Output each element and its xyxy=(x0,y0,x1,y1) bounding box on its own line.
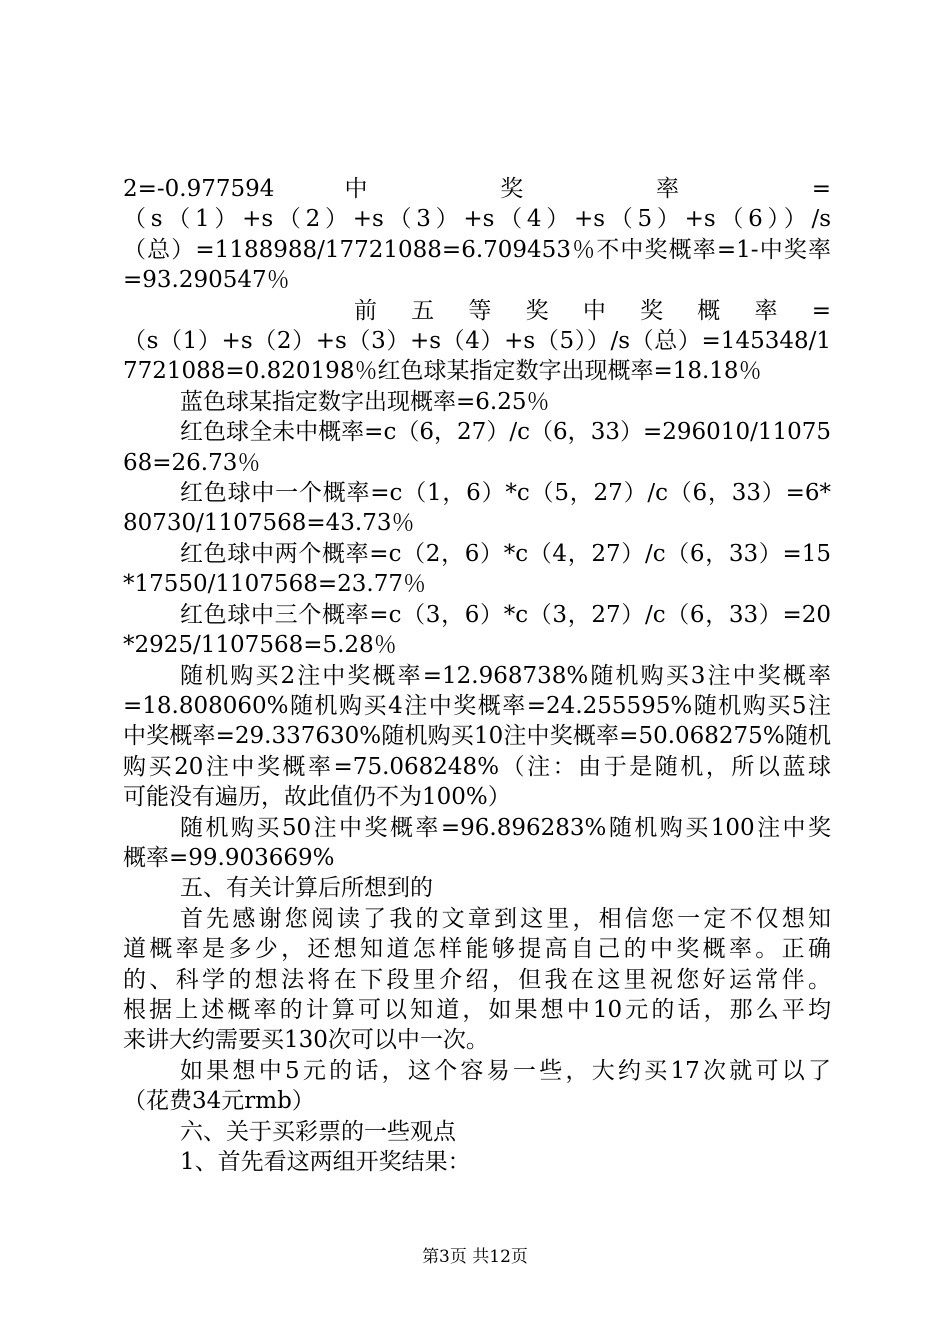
text-line: *2925/1107568=5.28％ xyxy=(123,632,397,659)
document-body xyxy=(123,174,831,1177)
text-line: （s（1）+s（2）+s（3）+s（4）+s（5）+s（6））/s xyxy=(123,206,831,233)
text-line: 红色球中一个概率=c（1，6）*c（5，27）/c（6，33）=6* xyxy=(180,480,831,507)
text-line: *17550/1107568=23.77％ xyxy=(123,571,426,598)
text-line: 首先感谢您阅读了我的文章到这里，相信您一定不仅想知 xyxy=(180,905,831,932)
text-line: 的、科学的想法将在下段里介绍，但我在这里祝您好运常伴。 xyxy=(123,966,831,993)
text-line: 随机购买50注中奖概率=96.896283%随机购买100注中奖 xyxy=(180,814,831,841)
text-line: （花费34元rmb） xyxy=(123,1088,315,1115)
text-line: 如果想中5元的话，这个容易一些，大约买17次就可以了 xyxy=(180,1057,831,1084)
text-line: 68=26.73％ xyxy=(123,449,261,476)
section-heading: 五、有关计算后所想到的 xyxy=(180,875,433,902)
text-line: 红色球中三个概率=c（3，6）*c（3，27）/c（6，33）=20 xyxy=(180,601,831,628)
text-line: =18.808060%随机购买4注中奖概率=24.255595%随机购买5注 xyxy=(123,692,831,719)
text-line: 中奖概率=29.337630%随机购买10注中奖概率=50.068275%随机 xyxy=(123,723,831,750)
text-line: （s（1）+s（2）+s（3）+s（4）+s（5））/s（总）=145348/1 xyxy=(123,328,831,355)
text-line: 80730/1107568=43.73％ xyxy=(123,510,415,537)
text-line: 来讲大约需要买130次可以中一次。 xyxy=(123,1027,489,1054)
text-line: 概率=99.903669% xyxy=(123,844,335,871)
text-line: 随机购买2注中奖概率=12.968738%随机购买3注中奖概率 xyxy=(180,662,831,689)
text-line: 红色球全未中概率=c（6，27）/c（6，33）=296010/11075 xyxy=(180,419,831,446)
text-line: 根据上述概率的计算可以知道，如果想中10元的话，那么平均 xyxy=(123,996,831,1023)
text-line: 1、首先看这两组开奖结果： xyxy=(180,1149,471,1175)
section-heading: 六、关于买彩票的一些观点 xyxy=(180,1118,456,1145)
text-line: 可能没有遍历，故此值仍不为100%） xyxy=(123,784,511,811)
text-line: （总）=1188988/17721088=6.709453％不中奖概率=1-中奖率 xyxy=(123,236,831,263)
page-footer: 第3页 共12页 xyxy=(422,1247,528,1267)
text-line: 前 五 等 奖 中 奖 概 率 = xyxy=(354,297,831,324)
text-line: 红色球中两个概率=c（2，6）*c（4，27）/c（6，33）=15 xyxy=(180,540,831,567)
text-line: 2=-0.977594 中 奖 率 = xyxy=(123,176,831,202)
text-line: =93.290547％ xyxy=(123,267,290,294)
text-line: 蓝色球某指定数字出现概率=6.25％ xyxy=(180,388,550,415)
text-line: 购买20注中奖概率=75.068248%（注：由于是随机，所以蓝球 xyxy=(123,753,831,780)
text-line: 道概率是多少，还想知道怎样能够提高自己的中奖概率。正确 xyxy=(123,936,831,963)
text-line: 7721088=0.820198％红色球某指定数字出现概率=18.18％ xyxy=(123,358,762,385)
